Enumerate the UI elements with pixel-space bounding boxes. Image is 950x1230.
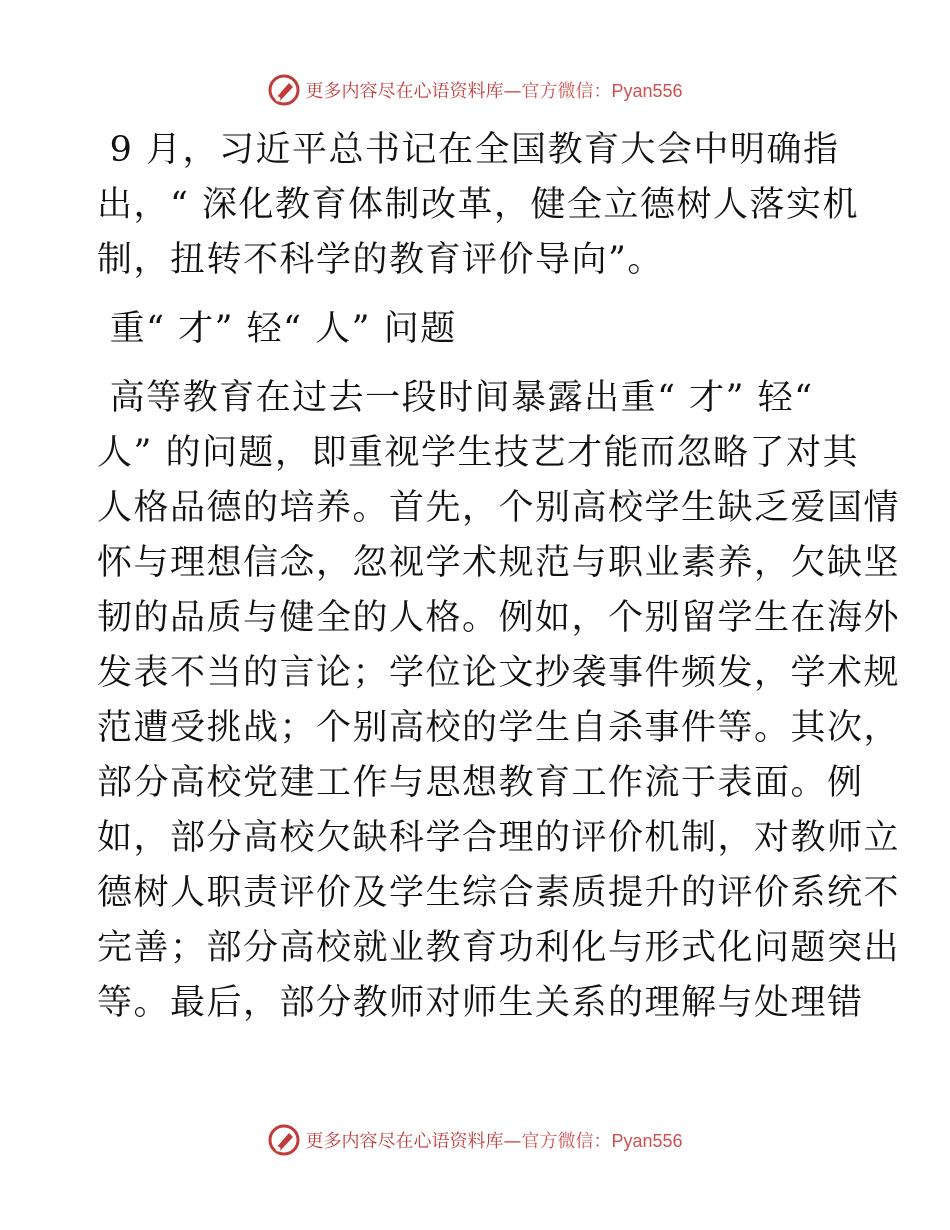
heading-line: 重“ 才” 轻“ 人” 问题: [97, 309, 457, 349]
text-line: 高等教育在过去一段时间暴露出重“ 才” 轻“: [97, 378, 814, 418]
section-heading: [97, 302, 857, 357]
text-line: 人格品德的培养。首先，个别高校学生缺乏爱国情: [97, 488, 901, 528]
text-line: 完善；部分高校就业教育功利化与形式化问题突出: [97, 928, 901, 968]
banner-wechat: 官方微信：Pyan556: [521, 1131, 683, 1151]
banner-wechat: 官方微信：Pyan556: [521, 81, 683, 101]
text-line: 发表不当的言论；学位论文抄袭事件频发，学术规: [97, 653, 901, 693]
text-line: 人” 的问题，即重视学生技艺才能而忽略了对其: [97, 433, 860, 473]
text-line: 部分高校党建工作与思想教育工作流于表面。例: [97, 763, 864, 803]
text-line: 如，部分高校欠缺科学合理的评价机制，对教师立: [97, 818, 901, 858]
header-banner: [0, 70, 950, 110]
document-body: [97, 123, 901, 1031]
text-line: 出，“ 深化教育体制改革，健全立德树人落实机: [97, 185, 860, 225]
text-line: 等。最后，部分教师对师生关系的理解与处理错: [97, 983, 864, 1023]
text-line: 范遭受挑战；个别高校的学生自杀事件等。其次，: [97, 708, 901, 748]
text-line: 制，扭转不科学的教育评价导向”。: [97, 240, 664, 280]
pen-logo-icon: [267, 1123, 301, 1157]
paragraph-body: [97, 371, 901, 1031]
footer-banner: [0, 1120, 950, 1160]
pen-logo-icon: [267, 73, 301, 107]
text-line: 韧的品质与健全的人格。例如，个别留学生在海外: [97, 598, 901, 638]
text-line: 德树人职责评价及学生综合素质提升的评价系统不: [97, 873, 901, 913]
text-line: 9 月，习近平总书记在全国教育大会中明确指: [97, 130, 840, 170]
text-line: 怀与理想信念，忽视学术规范与职业素养，欠缺坚: [97, 543, 901, 583]
paragraph-intro: [97, 123, 860, 288]
banner-text: 更多内容尽在心语资料库—: [305, 1131, 522, 1152]
banner-text: 更多内容尽在心语资料库—: [305, 81, 522, 102]
